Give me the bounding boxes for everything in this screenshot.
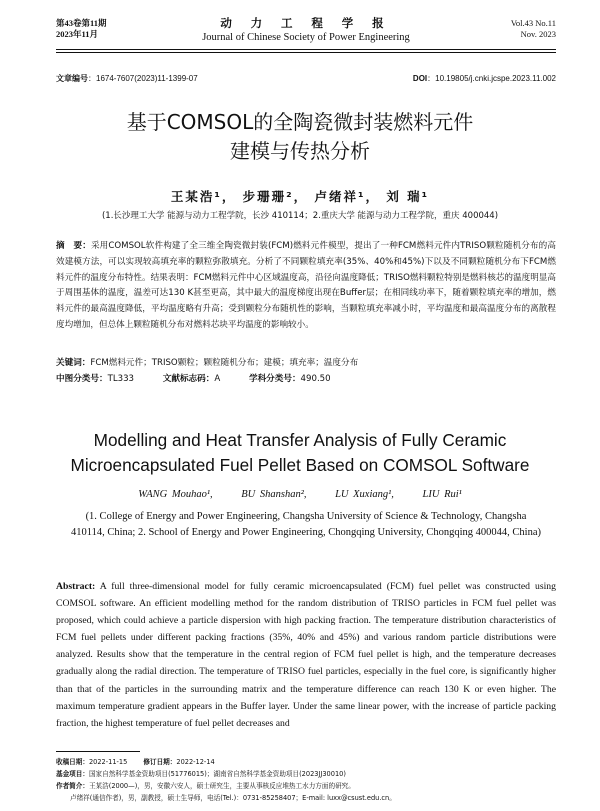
received-label: 收稿日期：	[56, 758, 89, 766]
title-cn-line2: 建模与传热分析	[230, 139, 370, 163]
header-rule-thin	[56, 52, 556, 53]
header-center	[56, 18, 556, 44]
title-en	[0, 428, 600, 478]
footnote-rule	[56, 751, 140, 752]
doc-code-value: A	[214, 374, 221, 384]
doi-label: DOI	[412, 74, 428, 83]
doi-value: ：10.19805/j.cnki.jcspe.2023.11.002	[427, 74, 556, 83]
author-bio-text: 王某浩(2000—)，男，安徽六安人，硕士研究生，主要从事核反应堆热工水力方面的研究。	[88, 782, 355, 790]
keywords-cn-label: 关键词：	[56, 358, 91, 368]
article-id-value: ：1674-7607(2023)11-1399-07	[88, 74, 198, 83]
affiliation-cn: (1.长沙理工大学 能源与动力工程学院，长沙 410114；2.重庆大学 能源与动力工程学院，重庆 400044)	[101, 211, 499, 221]
volume-en: Vol.43 No.11	[510, 18, 556, 28]
subject-value: 490.50	[300, 374, 331, 384]
abstract-en-label: Abstract:	[56, 581, 96, 592]
journal-name-cn: 动 力 工 程 学 报	[220, 18, 392, 30]
title-en-line1: Modelling and Heat Transfer Analysis of Fully Ceramic	[93, 430, 507, 450]
header-rule-thick	[56, 49, 556, 50]
received-date: 2022-11-15	[88, 758, 128, 766]
subject-label: 学科分类号：	[248, 374, 301, 384]
doi	[413, 73, 556, 84]
author-en-4: LIU Rui¹	[422, 489, 462, 500]
revised-label: 修订日期：	[143, 758, 177, 766]
footnote-dates	[56, 756, 556, 768]
title-cn-line1: 基于COMSOL的全陶瓷微封装燃料元件	[126, 110, 474, 134]
author-en-2: BU Shanshan²,	[241, 489, 307, 500]
date-en: Nov. 2023	[520, 29, 556, 39]
doc-code-label: 文献标志码：	[162, 374, 215, 384]
article-id-label: 文章编号	[56, 74, 88, 83]
author-bio-label: 作者简介：	[56, 782, 89, 790]
fund-label: 基金项目：	[56, 770, 89, 778]
classification-cn	[56, 372, 556, 386]
footnote-author	[56, 780, 556, 792]
author-en-1: WANG Mouhao¹,	[138, 489, 213, 500]
abstract-cn-label: 摘 要：	[56, 241, 91, 251]
keywords-cn	[56, 356, 556, 370]
header-right	[511, 18, 556, 40]
journal-header	[56, 14, 556, 50]
fund-text: 国家自然科学基金资助项目(51776015)；湖南省自然科学基金资助项目(2023JJ30010)	[88, 770, 346, 778]
title-cn	[0, 108, 600, 166]
authors-cn: 王某浩¹， 步珊珊²， 卢绪祥¹， 刘 瑞¹	[170, 189, 430, 204]
date-cn: 2023年11月	[56, 29, 99, 39]
footnote-corresponding: 卢绪祥(通信作者)，男，副教授，硕士生导师，电话(Tel.)：0731-85258407；E-mail: luxx@csust.edu.cn。	[70, 794, 396, 802]
title-en-line2: Microencapsulated Fuel Pellet Based on COMSOL Software	[70, 455, 530, 475]
abstract-en-text: A full three-dimensional model for fully ceramic microencapsulated (FCM) fuel pellet was constructed using COMSOL software. An efficient modelling method for the random distribution of TRISO particles in FCM fuel pellet was proposed, which could achieve a particle dispersion with high packing fraction. The temperature distribution characteristics of FCM fuel pellets under different packing fractions (35%, 40% and 45%) and various random particle distributions were analyzed. Results show that the temperature in the central region of FCM fuel pellet is high, and the temperature decreases gradually along the radial direction. The temperature of TRISO fuel particles, especially in the fuel core, is significantly higher than that of the particles in the surrounding matrix and the temperature difference can reach 130 K or even higher. The maximum temperature gradient appears in the Buffer layer. Under the same linear power, with the increase of particle packing fraction, the highest temperature of fuel pellet decreases and	[56, 581, 556, 729]
revised-date: 2022-12-14	[176, 758, 215, 766]
keywords-cn-text: FCM燃料元件；TRISO颗粒；颗粒随机分布；建模；填充率；温度分布	[90, 358, 359, 368]
abstract-cn-text: 采用COMSOL软件构建了全三维全陶瓷微封装(FCM)燃料元件模型，提出了一种FCM燃料元件内TRISO颗粒随机分布的高效建模方法，可以实现较高填充率的颗粒弥散填充。分析了不同颗粒填充率(35%、40%和45%)下以及不同颗粒随机分布下FCM燃料元件的温度分布特性。结果表明：FCM燃料元件中心区域温度高，沿径向温度降低；TRISO燃料颗粒特别是燃料核芯的温度明显高于周围基体的温度，温差可达130 K甚至更高，其中最大的温度梯度出现在Buffer层；在相同线功率下，随着颗粒填充率的增加，燃料元件的最高温度降低，平均温度略有升高；受到颗粒分布随机性的影响，当颗粒填充率减小时，平均温度和最高温度分布的离散程度均增加，但总体上颗粒随机分布对燃料芯块平均温度的影响较小。	[56, 241, 556, 330]
footnote-fund	[56, 768, 556, 780]
article-id	[56, 73, 198, 84]
abstract-cn	[56, 239, 556, 334]
journal-name-en: Journal of Chinese Society of Power Engineering	[202, 32, 410, 43]
affiliation-en: (1. College of Energy and Power Engineering, Changsha University of Science & Technology, Changsha 410114, China; 2. School of Energy and Power Engineering, Chongqing University, Chongqing 400044, China)	[70, 511, 542, 539]
volume-cn: 第43卷第11期	[56, 18, 107, 28]
footnotes	[56, 756, 556, 804]
author-en-3: LU Xuxiang¹,	[335, 489, 394, 500]
abstract-en	[56, 578, 556, 732]
clc-label: 中图分类号：	[56, 374, 108, 384]
authors-en	[0, 489, 600, 500]
clc-value: TL333	[107, 374, 135, 384]
